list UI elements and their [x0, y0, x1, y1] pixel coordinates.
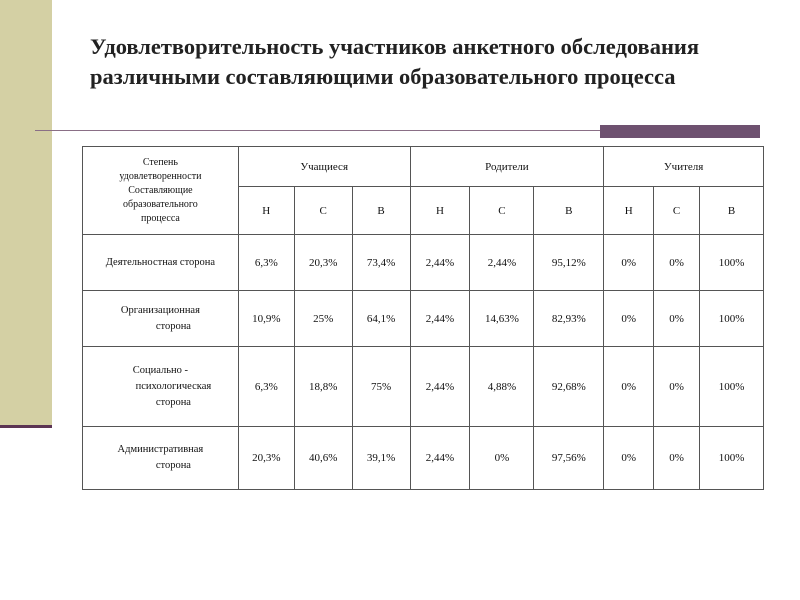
group-header-students: Учащиеся	[238, 147, 410, 187]
value-cell: 18,8%	[294, 347, 352, 427]
value-cell: 25%	[294, 291, 352, 347]
table-row	[83, 291, 764, 347]
value-cell: 0%	[604, 427, 654, 490]
value-cell: 92,68%	[534, 347, 604, 427]
value-cell: 100%	[700, 235, 764, 291]
table-row	[83, 235, 764, 291]
subheader-cell: С	[654, 187, 700, 235]
left-sidebar-decoration	[0, 0, 52, 425]
row-label	[83, 347, 239, 427]
subheader-cell: С	[294, 187, 352, 235]
sidebar-bottom-accent	[0, 425, 52, 428]
corner-line: образовательного	[123, 198, 198, 210]
value-cell: 73,4%	[352, 235, 410, 291]
value-cell: 0%	[654, 347, 700, 427]
value-cell: 20,3%	[238, 427, 294, 490]
value-cell: 0%	[654, 291, 700, 347]
row-label-line: сторона	[155, 396, 191, 408]
row-label-line: сторона	[155, 320, 191, 332]
corner-line: процесса	[140, 212, 180, 224]
value-cell: 6,3%	[238, 347, 294, 427]
title-divider-accent-block	[600, 125, 760, 138]
row-label-line: Организационная	[120, 304, 200, 316]
value-cell: 2,44%	[470, 235, 534, 291]
value-cell: 0%	[604, 291, 654, 347]
row-label	[83, 427, 239, 490]
subheader-cell: Н	[604, 187, 654, 235]
row-label-line: Административная	[117, 444, 204, 455]
group-header-parents: Родители	[410, 147, 604, 187]
corner-line: Степень	[142, 156, 178, 168]
subheader-cell: В	[700, 187, 764, 235]
value-cell: 0%	[654, 235, 700, 291]
row-label-line: психологическая	[135, 380, 212, 392]
row-label	[83, 235, 239, 291]
value-cell: 6,3%	[238, 235, 294, 291]
row-label	[83, 291, 239, 347]
value-cell: 64,1%	[352, 291, 410, 347]
value-cell: 0%	[604, 235, 654, 291]
value-cell: 100%	[700, 347, 764, 427]
value-cell: 40,6%	[294, 427, 352, 490]
slide-title: Удовлетворительность участников анкетного обследования различными составляющими образовательного процесса	[90, 34, 700, 89]
row-label-line: Деятельностная сторона	[105, 256, 216, 268]
table-row	[83, 347, 764, 427]
value-cell: 97,56%	[534, 427, 604, 490]
subheader-cell: Н	[238, 187, 294, 235]
subheader-cell: В	[534, 187, 604, 235]
value-cell: 14,63%	[470, 291, 534, 347]
value-cell: 75%	[352, 347, 410, 427]
value-cell: 0%	[604, 347, 654, 427]
value-cell: 0%	[654, 427, 700, 490]
value-cell: 100%	[700, 291, 764, 347]
group-header-teachers: Учителя	[604, 147, 764, 187]
table-corner-header	[83, 147, 239, 235]
value-cell: 20,3%	[294, 235, 352, 291]
satisfaction-table	[82, 146, 764, 490]
row-label-line: сторона	[155, 460, 191, 471]
value-cell: 2,44%	[410, 427, 470, 490]
corner-line: удовлетворенности	[119, 170, 202, 182]
value-cell: 95,12%	[534, 235, 604, 291]
value-cell: 4,88%	[470, 347, 534, 427]
value-cell: 82,93%	[534, 291, 604, 347]
subheader-cell: В	[352, 187, 410, 235]
value-cell: 100%	[700, 427, 764, 490]
table-row	[83, 427, 764, 490]
subheader-cell: С	[470, 187, 534, 235]
value-cell: 2,44%	[410, 235, 470, 291]
corner-line: Составляющие	[128, 184, 193, 196]
row-label-line: Социально -	[132, 364, 189, 376]
subheader-cell: Н	[410, 187, 470, 235]
value-cell: 2,44%	[410, 291, 470, 347]
value-cell: 2,44%	[410, 347, 470, 427]
value-cell: 39,1%	[352, 427, 410, 490]
value-cell: 10,9%	[238, 291, 294, 347]
value-cell: 0%	[470, 427, 534, 490]
